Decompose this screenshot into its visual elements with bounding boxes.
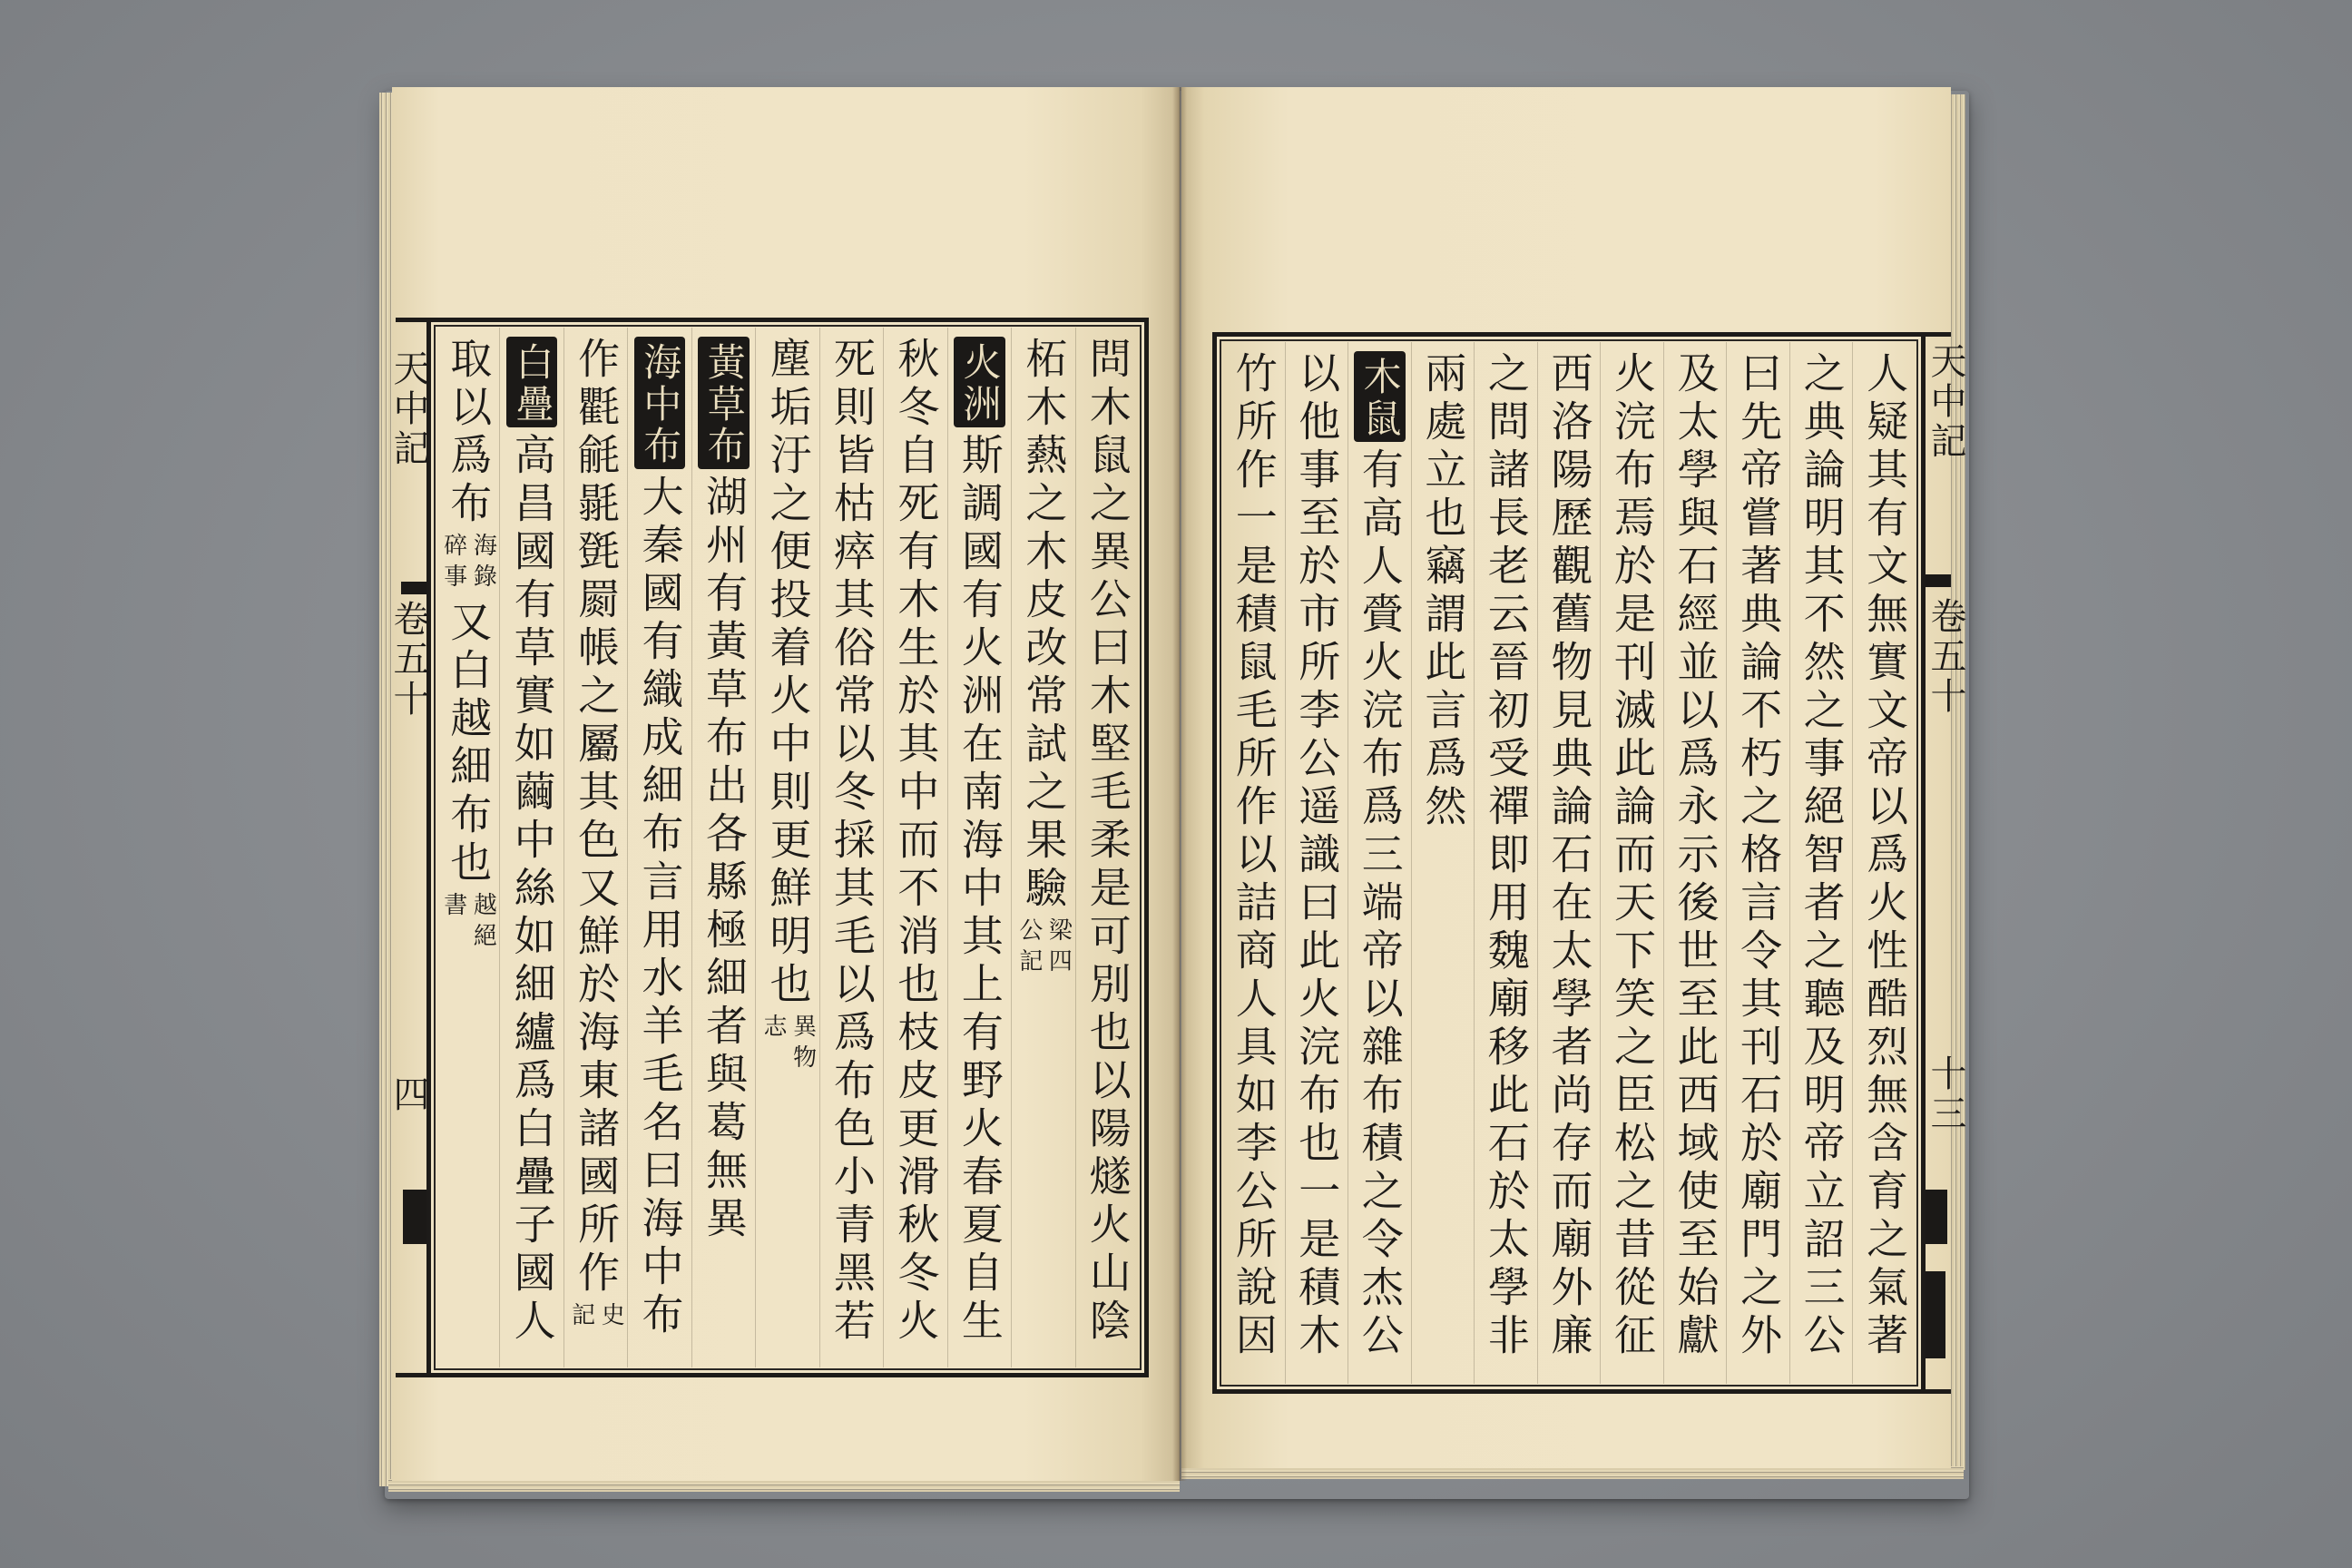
right-page-center-margin	[1925, 332, 1966, 1394]
inline-annotation	[440, 892, 495, 954]
fishtail-mark	[401, 582, 426, 594]
column-text: 塵垢汙之便投着火中則更鮮明也	[763, 337, 813, 1010]
column-text: 湖州有黃草布出各縣極細者與葛無異	[700, 475, 749, 1244]
volume-number: 卷五十	[387, 600, 429, 720]
section-heading: 海中布	[634, 337, 685, 469]
column-text: 西洛陽歷觀舊物見典論石在太學者尚存而廟外廉	[1544, 351, 1594, 1361]
inline-annotation	[568, 1302, 623, 1333]
fishtail-mark	[1926, 574, 1951, 587]
volume-number: 卷五十	[1925, 597, 1966, 717]
annotation-line: 公記	[1014, 917, 1043, 979]
inline-annotation	[1015, 917, 1071, 979]
text-column	[947, 328, 1011, 1367]
fishtail-mark	[1926, 1271, 1945, 1358]
column-text: 秋冬自死有木生於其中而不消也枝皮更滑秋冬火	[891, 337, 941, 1347]
section-heading: 木鼠	[1354, 351, 1405, 442]
column-text: 柘木爇之木皮改常試之果驗	[1019, 337, 1069, 914]
text-column	[1222, 342, 1285, 1384]
text-column	[1663, 342, 1727, 1384]
annotation-line: 海錄	[469, 533, 497, 594]
column-text: 又白越細布也	[444, 600, 494, 888]
text-column	[755, 328, 818, 1367]
annotation-line: 碎事	[439, 533, 467, 594]
column-text: 之問諸長老云晉初受禪即用魏廟移此石於太學非	[1481, 351, 1531, 1361]
annotation-line: 記	[567, 1302, 595, 1333]
page-stack-edge-right	[1949, 94, 1965, 1470]
spine-gutter	[1172, 87, 1187, 1481]
leaf-number: 十三	[1925, 1054, 1966, 1134]
text-column	[564, 328, 627, 1367]
column-text: 斯調國有火洲在南海中其上有野火春夏自生	[955, 433, 1004, 1347]
column-text: 大秦國有織成細布言用水羊毛名曰海中布	[635, 475, 685, 1340]
fishtail-mark	[403, 1190, 426, 1244]
annotation-line: 書	[439, 892, 467, 923]
column-text: 曰先帝嘗著典論不朽之格言令其刊石於廟門之外	[1734, 351, 1784, 1361]
section-heading: 火洲	[954, 337, 1004, 427]
right-page-columns	[1222, 342, 1916, 1384]
column-text: 高昌國有草實如繭中絲如細纑爲白疊子國人	[507, 433, 557, 1347]
text-column	[1011, 328, 1074, 1367]
column-text: 火浣布焉於是刊滅此論而天下笑之臣松之昔從征	[1607, 351, 1657, 1361]
leaf-number: 四	[387, 1075, 429, 1115]
right-page-text-frame	[1212, 332, 1926, 1394]
page-stack-edge-bottom-left	[388, 1479, 1180, 1492]
text-column	[1600, 342, 1663, 1384]
text-column	[1075, 328, 1139, 1367]
column-text: 作氍毹毾㲪罽帳之屬其色又鮮於海東諸國所作	[572, 337, 622, 1298]
inline-annotation	[440, 533, 495, 594]
text-column	[627, 328, 691, 1367]
text-column	[499, 328, 563, 1367]
column-text: 有高人賫火浣布爲三端帝以雜布積之令杰公	[1355, 447, 1405, 1361]
text-column	[436, 328, 499, 1367]
column-text: 問木鼠之異公曰木堅毛柔是可別也以陽燧火山陰	[1083, 337, 1132, 1347]
annotation-line: 梁四	[1044, 917, 1073, 979]
text-column	[1789, 342, 1853, 1384]
left-page-text-frame	[426, 318, 1149, 1377]
annotation-line: 志	[760, 1014, 787, 1044]
book-title: 天中記	[387, 349, 429, 469]
column-text: 竹所作一是積鼠毛所作以詰商人具如李公所說因	[1229, 351, 1279, 1361]
text-column	[1474, 342, 1537, 1384]
column-text: 以他事至於市所李公遥識曰此火浣布也一是積木	[1292, 351, 1342, 1361]
text-column	[1411, 342, 1475, 1384]
annotation-line: 史	[597, 1302, 625, 1333]
annotation-line: 越絕	[469, 892, 497, 954]
section-heading: 白疊	[506, 337, 557, 427]
fishtail-mark	[1926, 1190, 1947, 1244]
section-heading: 黃草布	[698, 337, 749, 469]
text-column	[1726, 342, 1789, 1384]
text-column	[1537, 342, 1601, 1384]
page-stack-edge-bottom-right	[1181, 1466, 1964, 1479]
column-text: 兩處立也竊謂此言爲然	[1418, 351, 1468, 832]
column-text: 人疑其有文無實文帝以爲火性酷烈無含育之氣著	[1860, 351, 1910, 1361]
book-title: 天中記	[1925, 342, 1966, 462]
text-column	[819, 328, 883, 1367]
left-page-center-margin	[387, 318, 429, 1377]
inline-annotation	[760, 1014, 815, 1075]
column-text: 死則皆枯瘁其俗常以冬採其毛以爲布色小青黑若	[827, 337, 877, 1347]
column-text: 之典論明其不然之事絕智者之聽及明帝立詔三公	[1797, 351, 1847, 1361]
column-text: 及太學與石經並以爲永示後世至此西域使至始獻	[1671, 351, 1720, 1361]
text-column	[1348, 342, 1411, 1384]
annotation-line: 異物	[789, 1014, 817, 1075]
text-column	[1852, 342, 1916, 1384]
text-column	[883, 328, 946, 1367]
column-text: 取以爲布	[444, 337, 494, 529]
text-column	[691, 328, 755, 1367]
left-page-columns	[436, 328, 1139, 1367]
text-column	[1285, 342, 1348, 1384]
